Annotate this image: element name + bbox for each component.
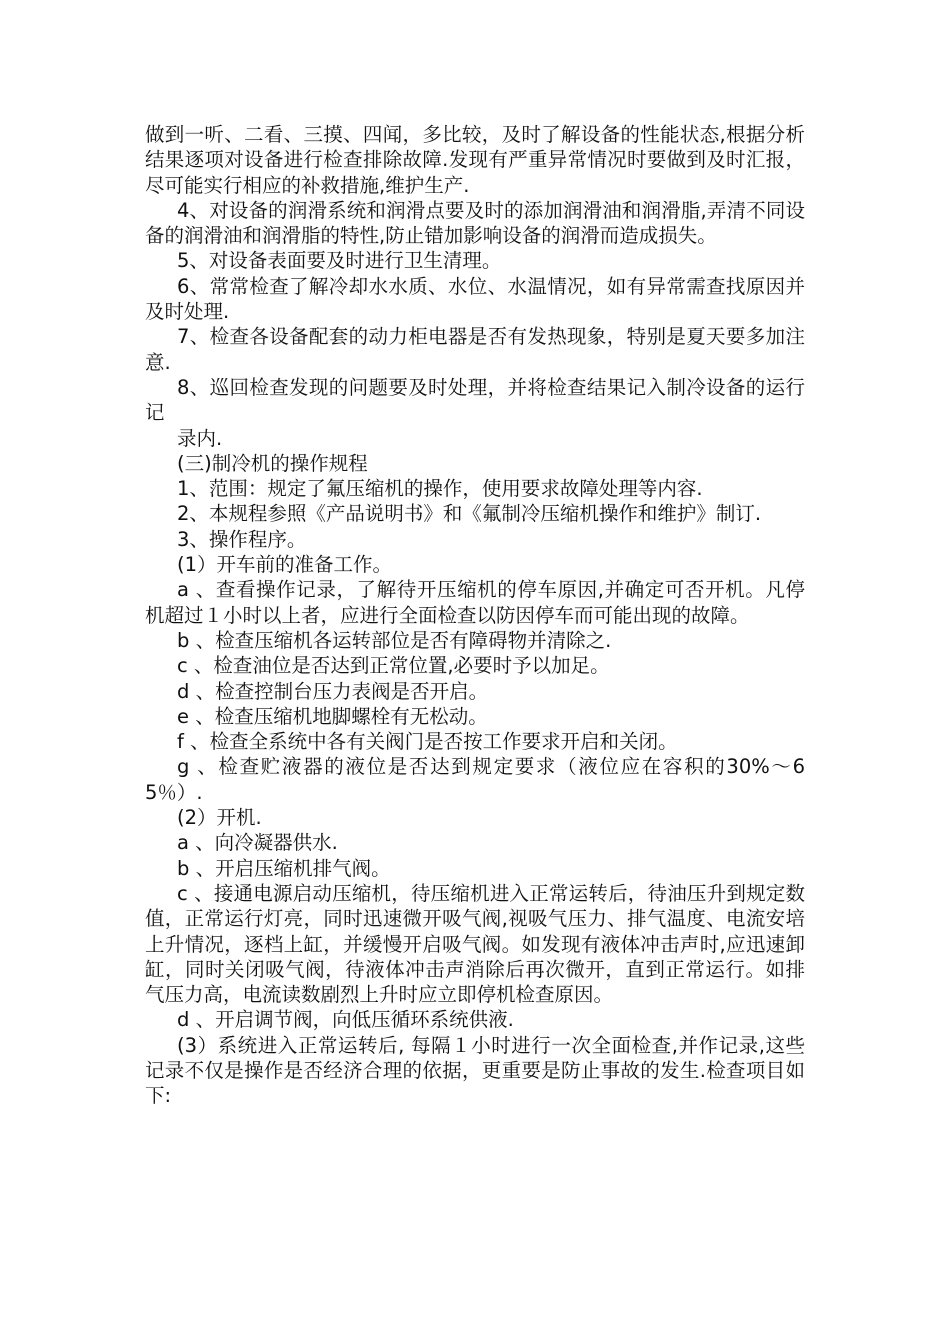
prep-step-d: d 、检查控制台压力表阀是否开启。 <box>177 679 489 703</box>
paragraph-item-8: 8、巡回检查发现的问题要及时处理，并将检查结果记入制冷设备的运行记 <box>145 375 805 425</box>
startup-step-c: c 、接通电源启动压缩机，待压缩机进入正常运转后，待油压升到规定数值，正常运行灯亮，同时迅速微开吸气阀,视吸气压力、排气温度、电流安培上升情况，逐档上缸，并缓慢开启吸气阀。如发现有液体冲击声时,应迅速卸缸，同时关闭吸气阀，待液体冲击声消除后再次微开，直到正常运行。如排气压力高，电流读数剧烈上升时应立即停机检查原因。 <box>145 881 805 1007</box>
prep-step-c: c 、检查油位是否达到正常位置,必要时予以加足。 <box>177 654 610 678</box>
startup-step-b: b 、开启压缩机排气阀。 <box>177 856 391 880</box>
document-page <box>145 122 805 1109</box>
prep-step-e: e 、检查压缩机地脚螺栓有无松动。 <box>177 704 488 728</box>
prep-step-f: f 、检查全系统中各有关阀门是否按工作要求开启和关闭。 <box>177 730 678 754</box>
paragraph-item-8-continued: 录内. <box>177 426 223 450</box>
paragraph-item-5: 5、对设备表面要及时进行卫生清理。 <box>177 249 502 273</box>
subheading-startup: (2）开机. <box>177 806 262 830</box>
section-heading-3: (三)制冷机的操作规程 <box>177 451 368 475</box>
paragraph-intro: 做到一听、二看、三摸、四闻，多比较，及时了解设备的性能状态,根据分析结果逐项对设备进行检查排除故障.发现有严重异常情况时要做到及时汇报，尽可能实行相应的补救措施,维护生产. <box>145 123 805 197</box>
startup-step-a: a 、向冷凝器供水. <box>177 831 338 855</box>
paragraph-item-6: 6、常常检查了解冷却水水质、水位、水温情况，如有异常需查找原因并及时处理. <box>145 274 805 324</box>
startup-step-d: d 、开启调节阀，向低压循环系统供液. <box>177 1008 514 1032</box>
paragraph-reference: 2、本规程参照《产品说明书》和《氟制冷压缩机操作和维护》制订. <box>177 502 762 526</box>
prep-step-g: g 、检查贮液器的液位是否达到规定要求（液位应在容积的30%～65％）. <box>145 755 805 804</box>
subheading-preparation: (1）开车前的准备工作。 <box>177 553 393 577</box>
subheading-normal-operation: (3）系统进入正常运转后, 每隔１小时进行一次全面检查,并作记录,这些记录不仅是操作是否经济合理的依据，更重要是防止事故的发生.检查项目如下: <box>145 1033 805 1108</box>
paragraph-item-7: 7、检查各设备配套的动力柜电器是否有发热现象，特别是夏天要多加注意. <box>145 325 805 374</box>
paragraph-procedure: 3、操作程序。 <box>177 527 307 551</box>
paragraph-scope: 1、范围：规定了氟压缩机的操作，使用要求故障处理等内容. <box>177 477 703 501</box>
prep-step-b: b 、检查压缩机各运转部位是否有障碍物并清除之. <box>177 628 612 652</box>
paragraph-item-4: 4、对设备的润滑系统和润滑点要及时的添加润滑油和润滑脂,弄清不同设备的润滑油和润滑脂的特性,防止错加影响设备的润滑而造成损失。 <box>145 198 805 248</box>
prep-step-a: a 、查看操作记录，了解待开压缩机的停车原因,并确定可否开机。凡停机超过１小时以上者，应进行全面检查以防因停车而可能出现的故障。 <box>145 578 805 627</box>
